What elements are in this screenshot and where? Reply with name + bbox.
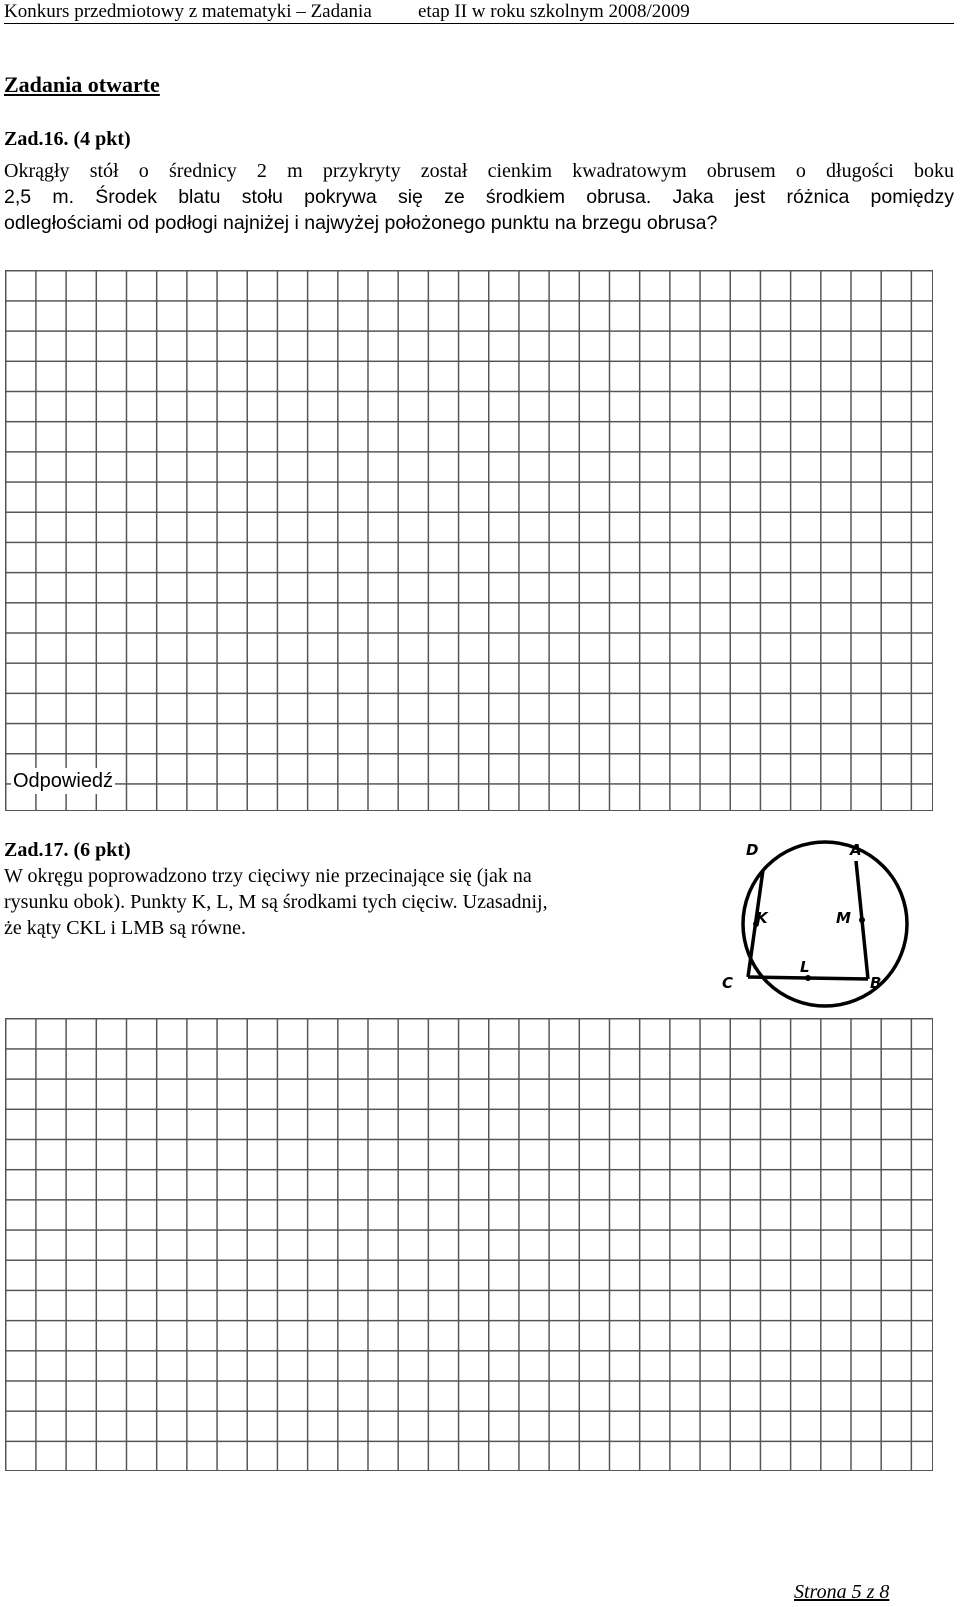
header-left: Konkurs przedmiotowy z matematyki – Zadania (4, 1, 372, 22)
circle-chords-figure (710, 838, 940, 1028)
page-header (4, 1, 954, 24)
label-m: M (836, 909, 851, 927)
header-right: etap II w roku szkolnym 2008/2009 (418, 1, 690, 22)
label-l: L (800, 958, 810, 976)
task16-label: Zad.16. (4 pkt) (4, 128, 131, 150)
task17-line-1: W okręgu poprowadzono trzy cięciwy nie przecinające się (jak na (4, 865, 532, 887)
label-b: B (870, 974, 882, 992)
task17-text (4, 863, 704, 941)
task16-line-1: Okrągły stół o średnicy 2 m przykryty został cienkim kwadratowym obrusem o długości boku (4, 160, 954, 182)
section-title: Zadania otwarte (4, 72, 160, 97)
task16-line-3: odległościami od podłogi najniżej i najwyżej położonego punktu na brzegu obrusa? (4, 212, 718, 234)
task17-label: Zad.17. (6 pkt) (4, 839, 131, 861)
point-m (859, 917, 865, 923)
page-number: Strona 5 z 8 (794, 1581, 890, 1603)
label-k: K (756, 909, 768, 927)
task16-text (4, 158, 954, 236)
answer-grid-task16[interactable] (5, 270, 933, 811)
label-c: C (722, 974, 734, 992)
answer-label: Odpowiedź (13, 770, 114, 792)
label-d: D (746, 841, 759, 859)
task17-line-2: rysunku obok). Punkty K, L, M są środkami tych cięciw. Uzasadnij, (4, 891, 548, 913)
answer-grid-task17[interactable] (5, 1018, 933, 1471)
label-a: A (850, 841, 862, 859)
task16-line-2: 2,5 m. Środek blatu stołu pokrywa się ze środkiem obrusa. Jaka jest różnica pomiędzy (4, 186, 954, 208)
task17-line-3: że kąty CKL i LMB są równe. (4, 917, 246, 939)
